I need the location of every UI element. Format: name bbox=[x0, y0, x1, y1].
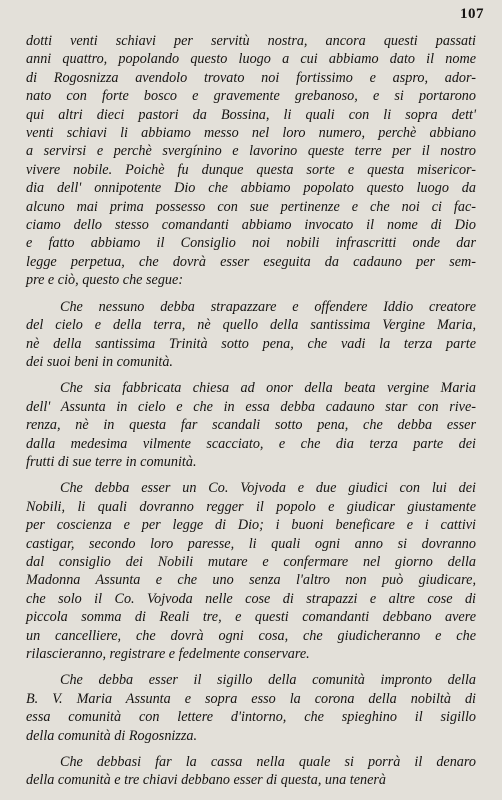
text-line: Che debbasi far la cassa nella quale si porrà il denaro bbox=[60, 754, 476, 771]
text-line: legge perpetua, che dovrà esser eseguita da cadauno per sem- bbox=[26, 253, 476, 270]
paragraph bbox=[26, 298, 476, 372]
page-number: 107 bbox=[460, 6, 484, 22]
text-line: dei suoi beni in comunità. bbox=[26, 353, 173, 370]
text-line: rilascieranno, registrare e fedelmente conservare. bbox=[26, 646, 310, 662]
text-line: alcuno mai prima possesso con sue pertinenze e che noi ci fac- bbox=[26, 198, 476, 215]
text-line: della comunità e tre chiavi debbano esser di questa, una tenerà bbox=[26, 772, 387, 789]
text-line: Che debba esser il sigillo della comunità impronto della bbox=[60, 672, 476, 689]
text-line: dia dell' onnipotente Dio che abbiamo popolato questo luogo da bbox=[26, 180, 476, 197]
text-line: dalla medesima vilmente scacciato, e che dia terza parte dei bbox=[26, 435, 476, 452]
text-line: e fatto abbiamo il Consiglio noi nobili infrascritti onde dar bbox=[26, 235, 476, 252]
text-line: di Rogosnizza avendolo trovato noi fortissimo e aspro, ador- bbox=[26, 69, 476, 86]
paragraph bbox=[26, 379, 476, 471]
text-line: castigar, secondo loro paresse, li quali ogni anno si dovranno bbox=[26, 535, 476, 552]
paragraph bbox=[26, 753, 476, 790]
text-line: anni quattro, popolando questo luogo a cui abbiamo dato il nome bbox=[26, 51, 476, 68]
text-line: Che debba esser un Co. Vojvoda e due giudici con lui dei bbox=[60, 480, 476, 497]
text-line: nè della santissima Trinità sotto pena, che vadi la terza parte bbox=[26, 335, 476, 352]
text-line: ciamo dello stesso comandanti abbiamo invocato il nome di Dio bbox=[26, 217, 476, 234]
text-line: Che sia fabbricata chiesa ad onor della beata vergine Maria bbox=[60, 380, 476, 397]
paragraph bbox=[26, 479, 476, 663]
text-line: B. V. Maria Assunta e sopra esso la corona della nobiltà di bbox=[26, 690, 476, 707]
text-line: frutti di sue terre in comunità. bbox=[26, 453, 197, 470]
text-line: dell' Assunta in cielo e che in essa debba cadauno star con rive- bbox=[26, 398, 476, 415]
text-line: renza, nè in questa far scandali sotto pena, che debba esser bbox=[26, 417, 476, 434]
text-line: che solo il Co. Vojvoda nelle cose di strapazzi e altre cose di bbox=[26, 590, 476, 607]
paragraph bbox=[26, 671, 476, 745]
text-line: del cielo e della terra, nè quello della santissima Vergine Maria, bbox=[26, 317, 476, 334]
text-line: nato con forte bosco e gravemente grebanoso, e si portarono bbox=[26, 88, 476, 105]
text-line: vivere nobile. Poichè fu dunque questa sorte e questa misericor- bbox=[26, 161, 476, 178]
text-line: venti schiavi li abbiamo messo nel loro numero, perchè abbiano bbox=[26, 125, 476, 142]
text-line: Madonna Assunta e che uno senza l'altro non può giudicare, bbox=[26, 572, 476, 589]
text-line: a servirsi e perchè svergínino e lavorino queste terre per il nostro bbox=[26, 143, 476, 160]
text-line: dal consiglio dei Nobili mutare e confermare nel giorno della bbox=[26, 553, 476, 570]
text-line: piccola somma di Reali tre, e questi comandanti debbano avere bbox=[26, 609, 476, 626]
text-line: per coscienza e per legge di Dio; i buoni beneficare e i cattivi bbox=[26, 517, 476, 534]
text-line: un cancelliere, che dovrà ogni cosa, che giudicheranno e che bbox=[26, 627, 476, 644]
paragraph bbox=[26, 32, 476, 290]
text-line: della comunità di Rogosnizza. bbox=[26, 727, 198, 744]
text-line: pre e ciò, questo che segue: bbox=[26, 272, 184, 289]
text-line: Che nessuno debba strapazzare e offendere Iddio creatore bbox=[60, 298, 476, 315]
text-line: qui altri dieci pastori da Bossina, li quali con li sopra dett' bbox=[26, 106, 476, 123]
text-line: Nobili, li quali dovranno regger il popolo e giudicar giustamente bbox=[26, 498, 476, 515]
text-line: dotti venti schiavi per servitù nostra, ancora questi passati bbox=[26, 33, 476, 49]
text-line: essa comunità con lettere d'intorno, che spieghino il sigillo bbox=[26, 709, 476, 726]
page-text bbox=[26, 32, 476, 790]
